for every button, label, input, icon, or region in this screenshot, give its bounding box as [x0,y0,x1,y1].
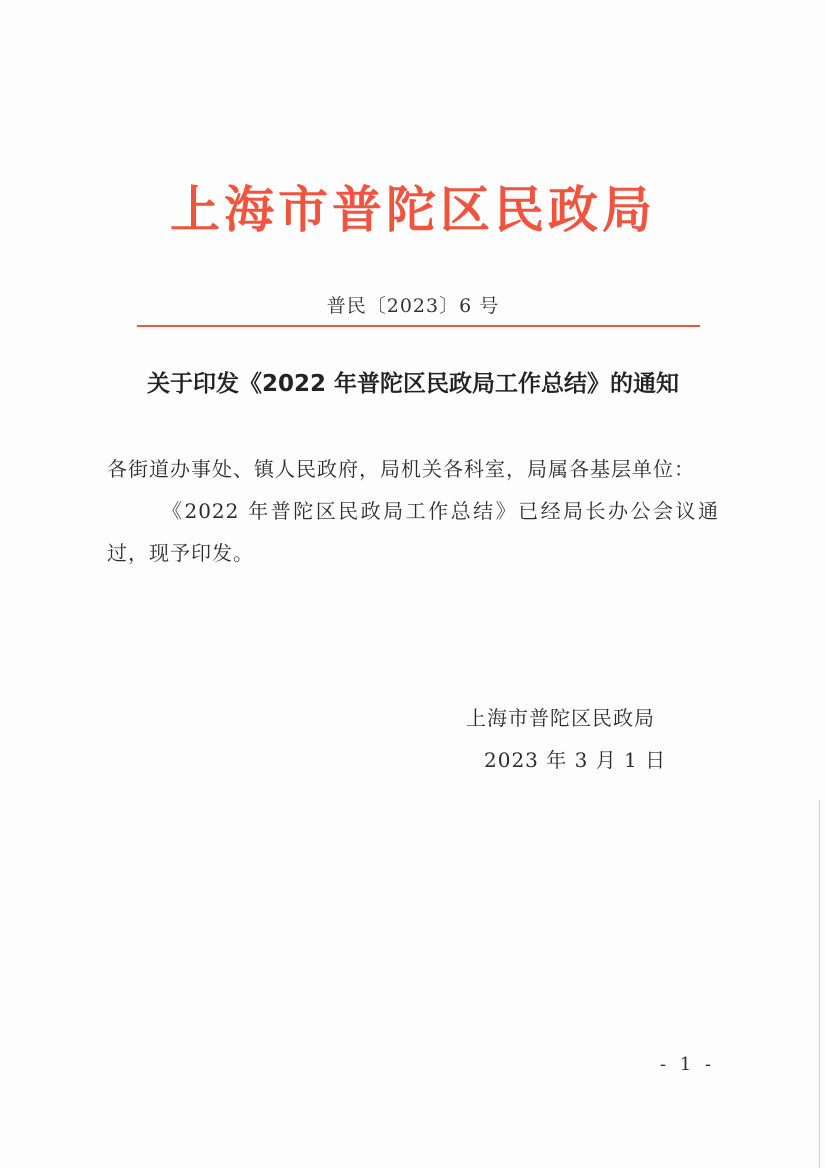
notice-body-paragraph: 《2022 年普陀区民政局工作总结》已经局长办公会议通过，现予印发。 [107,499,719,565]
addressee-line: 各街道办事处、镇人民政府，局机关各科室，局属各基层单位： [107,457,695,481]
red-divider-line [137,325,700,327]
scan-edge-line [819,800,820,1168]
agency-header-title: 上海市普陀区民政局 [170,180,656,239]
notice-title: 关于印发《2022 年普陀区民政局工作总结》的通知 [146,371,680,397]
signature-organization: 上海市普陀区民政局 [466,706,655,730]
page-number: - 1 - [660,1054,716,1075]
signature-date: 2023 年 3 月 1 日 [484,748,667,772]
document-number: 普民〔2023〕6 号 [326,295,500,317]
